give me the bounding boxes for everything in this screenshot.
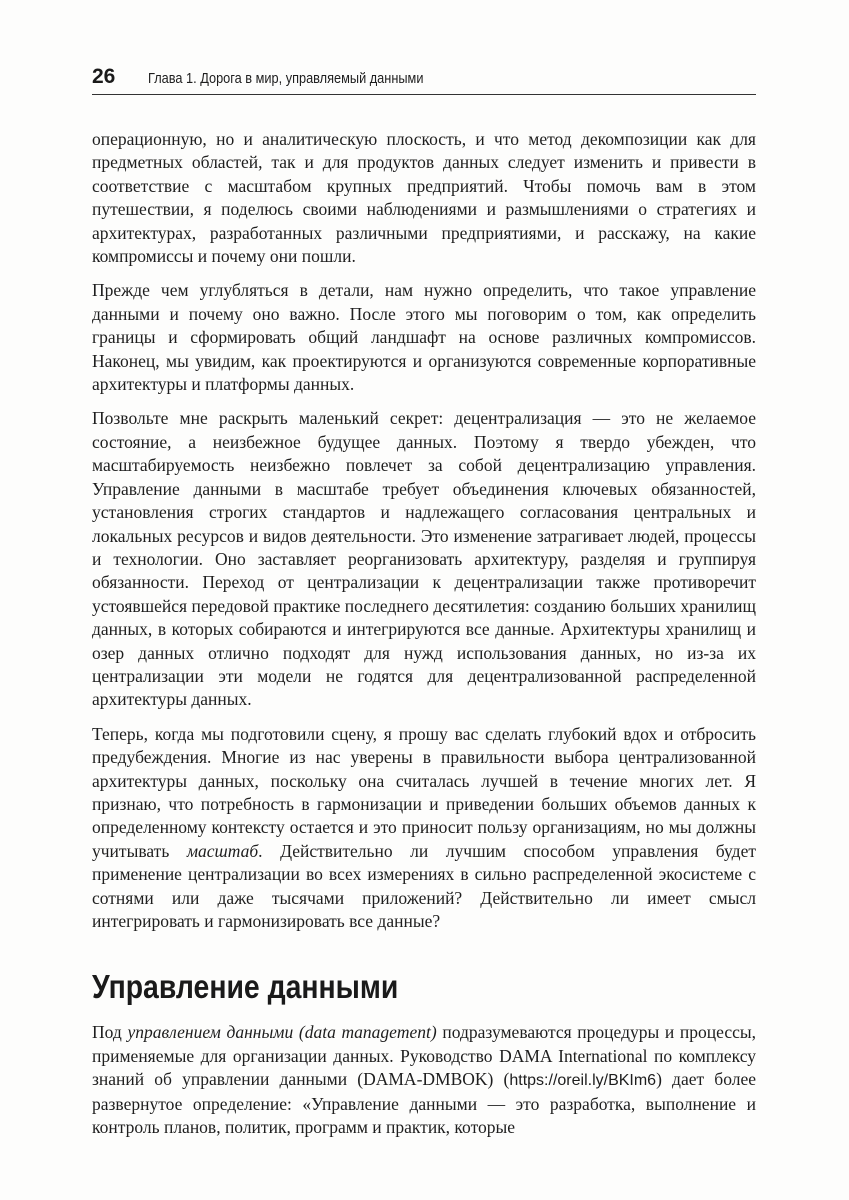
section-heading: Управление данными bbox=[92, 968, 399, 1006]
paragraph-4-text-a: Теперь, когда мы подготовили сцену, я прошу вас сделать глубокий вдох и отбросить предубеждения. Многие из нас уверены в правильности выбора централизованной архитектуры данных, поскольку она считалась лучшей в течение многих лет. Я признаю, что потребность в гармонизации и приведении больших объемов данных к определенному контексту остается и это приносит пользу организациям, но мы должны учитывать bbox=[92, 723, 756, 861]
page-content bbox=[92, 128, 756, 1139]
paragraph-2: Прежде чем углубляться в детали, нам нужно определить, что такое управление данными и почему оно важно. После этого мы поговорим о том, как определить границы и сформировать общий ландшафт на основе различных компромиссов. Наконец, мы увидим, как проектируются и организуются современные корпоративные архитектуры и платформы данных. bbox=[92, 280, 756, 395]
paragraph-5-text-a: Под bbox=[92, 1022, 128, 1043]
paragraph-3: Позвольте мне раскрыть маленький секрет: децентрализация — это не желаемое состояние, а неизбежное будущее данных. Поэтому я твердо убежден, что масштабируемость неизбежно повлечет за собой децентрализацию управления. Управление данными в масштабе требует объединения ключевых обязанностей, установления строгих стандартов и надлежащего согласования центральных и локальных ресурсов и видов деятельности. Это изменение затрагивает людей, процессы и технологии. Оно заставляет реорганизовать архитектуру, разделяя и группируя обязанности. Переход от централизации к децентрализации также противоречит устоявшейся передовой практике последнего десятилетия: созданию больших хранилищ данных, в которых собираются и интегрируются все данные. Архитектуры хранилищ и озер данных отлично подходят для нужд использования данных, но из-за их централизации эти модели не годятся для децентрализованной распределенной архитектуры данных. bbox=[92, 408, 756, 710]
running-title: Глава 1. Дорога в мир, управляемый данными bbox=[148, 71, 424, 87]
paragraph-5-text-c: ) дает более развернутое определение: «Управление данными — это разработка, выполнение и контроль планов, политик, программ и практик, которые bbox=[92, 1069, 756, 1138]
paragraph-5-text-b: подразумеваются процедуры и процессы, применяемые для организации данных. Руководство DAMA International по комплексу знаний об управлении данными (DAMA-DMBOK) ( bbox=[92, 1022, 757, 1090]
running-header bbox=[92, 64, 756, 95]
paragraph-1: операционную, но и аналитическую плоскость, и что метод декомпозиции как для предметных областей, так и для продуктов данных следует изменить и привести в соответствие с масштабом крупных предприятий. Чтобы помочь вам в этом путешествии, я поделюсь своими наблюдениями и размышлениями о стратегиях и архитектурах, разработанных различными предприятиями, и расскажу, на какие компромиссы и почему они пошли. bbox=[92, 129, 756, 267]
paragraph-5 bbox=[92, 1021, 756, 1139]
paragraph-4 bbox=[92, 723, 756, 934]
dama-dmbok-link[interactable]: https://oreil.ly/BKIm6 bbox=[509, 1072, 657, 1090]
term-data-management: управлением данными (data management) bbox=[127, 1022, 437, 1043]
emphasis-scale: масштаб bbox=[186, 840, 259, 861]
page-number: 26 bbox=[92, 65, 116, 88]
paragraph-4-text-b: . Действительно ли лучшим способом управления будет применение централизации во всех измерениях в сильно распределенной экосистеме с сотнями или даже тысячами приложений? Действительно ли имеет смысл интегрировать и гармонизировать все данные? bbox=[92, 840, 756, 931]
